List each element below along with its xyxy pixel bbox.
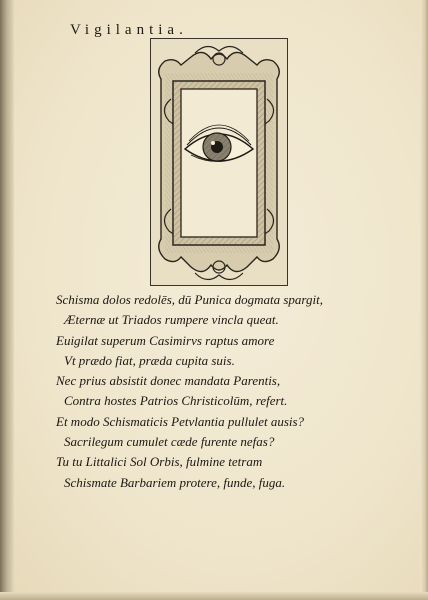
verse-line: Nec prius absistit donec mandata Parentis, <box>56 373 281 389</box>
page-bottom-edge <box>0 592 428 600</box>
emblem-field <box>181 89 257 237</box>
verse-line: Sacrilegum cumulet cæde furente nefas? <box>64 434 275 450</box>
verse-line: Schismate Barbariem protere, funde, fuga. <box>64 474 286 490</box>
verse-line: Vt prædo fiat, præda cupita suis. <box>64 352 235 368</box>
verse-line: Et modo Schismaticis Petvlantia pullulet ausis? <box>56 413 305 429</box>
verse-block <box>56 290 406 493</box>
emblem-illustration <box>151 39 287 285</box>
verse-line: Schisma dolos redolēs, dū Punica dogmata spargit, <box>56 292 323 307</box>
running-title: Vigilantia. <box>70 22 188 38</box>
verse-line: Contra hostes Patrios Christicolūm, refert. <box>64 393 288 409</box>
page-right-edge <box>420 0 428 600</box>
emblem-engraving <box>150 38 288 286</box>
book-spine-shadow <box>0 0 14 600</box>
verse-line: Æternæ ut Triados rumpere vincla queat. <box>64 312 279 328</box>
verse-line: Tu tu Littalici Sol Orbis, fulmine tetram <box>56 454 263 470</box>
verse-line: Euigilat superum Casimirvs raptus amore <box>56 332 275 348</box>
